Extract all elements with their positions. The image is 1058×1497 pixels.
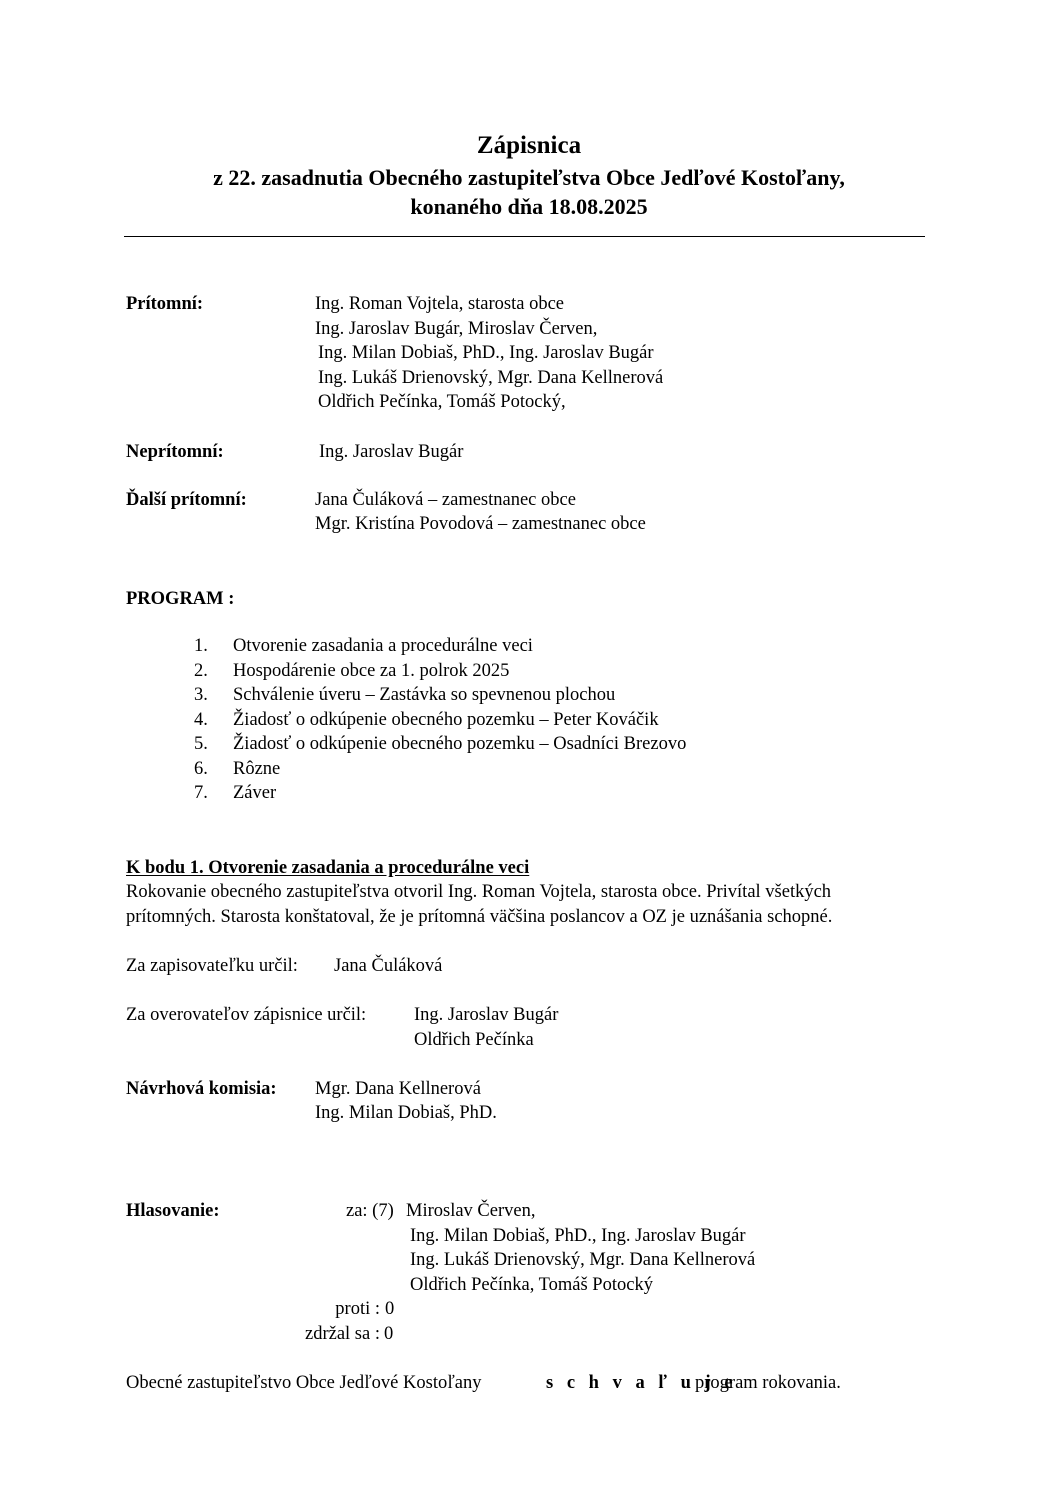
point1-paragraph-line: prítomných. Starosta konštatoval, že je prítomná väčšina poslancov a OZ je uznášania schopné. [126,907,833,927]
program-item: 5. Žiadosť o odkúpenie obecného pozemku – Osadníci Brezovo [194,734,687,754]
votes-for-line: Miroslav Červen, [406,1201,536,1221]
votes-for-label: za: (7) [346,1201,394,1221]
point1-heading: K bodu 1. Otvorenie zasadania a procedurálne veci [126,858,530,878]
present-line: Ing. Lukáš Drienovský, Mgr. Dana Kellnerová [318,368,664,388]
point1-paragraph-line: Rokovanie obecného zastupiteľstva otvoril Ing. Roman Vojtela, starosta obce. Privítal všetkých [126,882,832,902]
votes-abstain-count: 0 [384,1324,394,1344]
others-present-line: Jana Čuláková – zamestnanec obce [315,490,576,510]
present-line: Ing. Roman Vojtela, starosta obce [315,294,565,314]
others-present-label: Ďalší prítomní: [126,490,247,510]
present-line: Ing. Jaroslav Bugár, Miroslav Červen, [315,319,598,339]
verifier-name: Ing. Jaroslav Bugár [414,1005,559,1025]
absent-person: Ing. Jaroslav Bugár [319,442,464,462]
verifier-name: Oldřich Pečínka [414,1030,534,1050]
committee-label: Návrhová komisia: [126,1079,277,1099]
present-line: Oldřich Pečínka, Tomáš Potocký, [318,392,566,412]
present-line: Ing. Milan Dobiaš, PhD., Ing. Jaroslav Bugár [318,343,654,363]
program-item: 7. Záver [194,783,277,803]
program-item: 4. Žiadosť o odkúpenie obecného pozemku – Peter Kováčik [194,709,659,730]
recorder-name: Jana Čuláková [334,956,443,976]
program-heading: PROGRAM : [126,589,235,609]
present-label: Prítomní: [126,294,204,314]
program-item: 2. Hospodárenie obce za 1. polrok 2025 [194,660,510,681]
votes-against-label: proti : [335,1299,380,1319]
votes-against-count: 0 [385,1299,395,1319]
resolution-verb: s c h v a ľ u j e [546,1373,738,1393]
committee-member: Mgr. Dana Kellnerová [315,1079,481,1099]
program-list [194,634,686,806]
verifiers-label: Za overovateľov zápisnice určil: [126,1005,367,1025]
votes-for-line: Ing. Lukáš Drienovský, Mgr. Dana Kellnerová [410,1250,756,1270]
votes-for-line: Oldřich Pečínka, Tomáš Potocký [410,1275,653,1295]
program-item: 1. Otvorenie zasadania a procedurálne veci [194,636,533,656]
committee-member: Ing. Milan Dobiaš, PhD. [315,1103,497,1123]
votes-for-line: Ing. Milan Dobiaš, PhD., Ing. Jaroslav Bugár [410,1226,746,1246]
absent-label: Neprítomní: [126,442,224,462]
votes-abstain-label: zdržal sa : [305,1324,380,1344]
others-present-line: Mgr. Kristína Povodová – zamestnanec obce [315,514,646,534]
document-title: Zápisnica [476,132,582,159]
resolution-suffix: program rokovania. [695,1373,841,1393]
program-item: 6. Rôzne [194,758,281,779]
document-subtitle: z 22. zasadnutia Obecného zastupiteľstva Obce Jedľové Kostoľany, [213,165,845,190]
program-item: 3. Schválenie úveru – Zastávka so spevnenou plochou [194,685,616,705]
resolution-prefix: Obecné zastupiteľstvo Obce Jedľové Kostoľany [126,1373,482,1393]
voting-label: Hlasovanie: [126,1201,220,1221]
meeting-date-line: konaného dňa 18.08.2025 [410,194,648,219]
header-divider [124,236,925,237]
recorder-label: Za zapisovateľku určil: [126,956,298,976]
